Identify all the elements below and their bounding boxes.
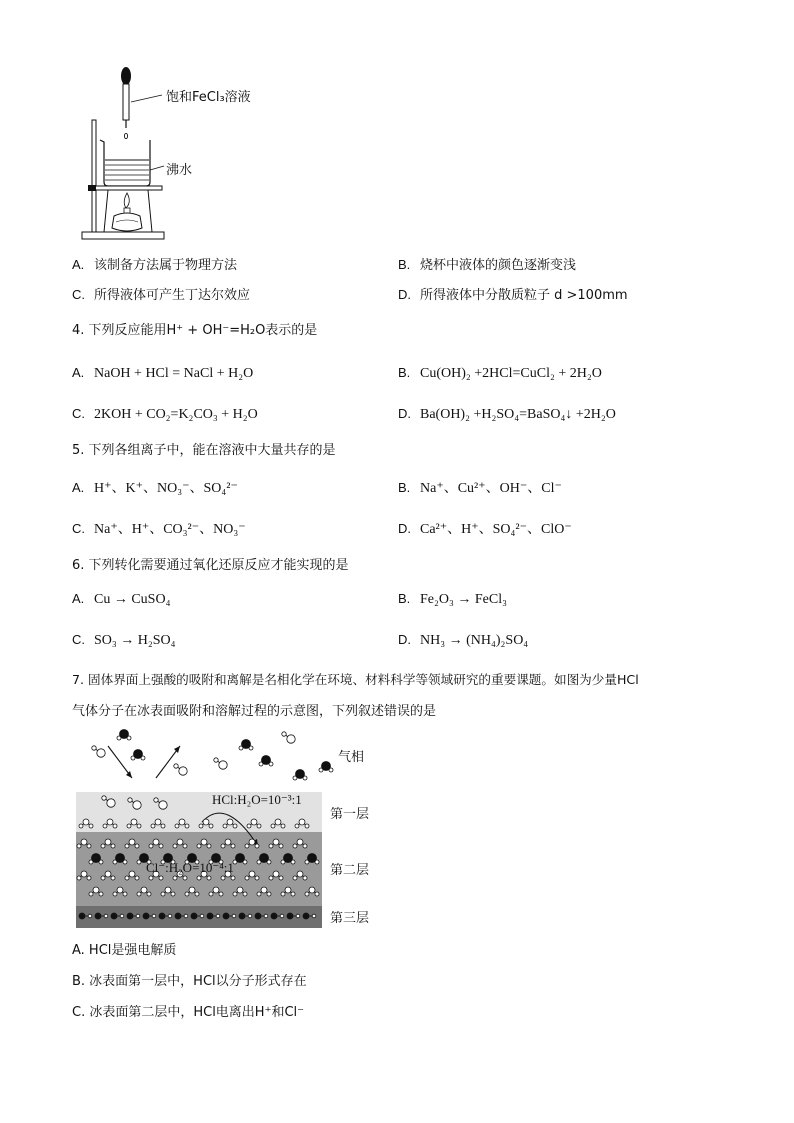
molecule-atom xyxy=(105,839,111,845)
molecule-atom xyxy=(111,913,117,919)
molecule-atom xyxy=(152,914,156,918)
molecule-atom xyxy=(273,839,279,845)
molecule-atom xyxy=(174,764,178,768)
molecule-atom xyxy=(287,913,293,919)
molecule-atom xyxy=(233,892,237,896)
molecule-atom xyxy=(120,730,129,739)
molecule-atom xyxy=(116,854,125,863)
molecule-atom xyxy=(249,839,255,845)
molecule-atom xyxy=(225,839,231,845)
molecule-atom xyxy=(262,756,271,765)
q6-option-b[interactable]: B. Fe₂O₃ → FeCl₃ xyxy=(398,591,507,607)
molecule-atom xyxy=(280,914,284,918)
molecule-atom xyxy=(303,913,309,919)
molecule-atom xyxy=(221,876,225,880)
molecule-atom xyxy=(125,844,129,848)
q3-option-c[interactable]: C. 所得液体可产生丁达尔效应 xyxy=(72,287,251,303)
molecule-atom xyxy=(87,844,91,848)
q5-option-d[interactable]: D. Ca²⁺、H⁺、SO₄²⁻、ClO⁻ xyxy=(398,521,572,537)
molecule-atom xyxy=(103,824,107,828)
molecule-atom xyxy=(305,824,309,828)
molecule-atom xyxy=(281,892,285,896)
molecule-atom xyxy=(209,824,213,828)
molecule-atom xyxy=(255,913,261,919)
molecule-atom xyxy=(201,839,207,845)
molecule-atom xyxy=(273,871,279,877)
molecule-atom xyxy=(257,892,261,896)
molecule-atom xyxy=(95,913,101,919)
beaker xyxy=(100,140,150,186)
molecule-atom xyxy=(151,824,155,828)
molecule-atom xyxy=(79,913,85,919)
label-layer1: 第一层 xyxy=(330,807,370,822)
molecule-atom xyxy=(136,914,140,918)
q3-option-a[interactable]: A. 该制备方法属于物理方法 xyxy=(72,257,238,273)
molecule-atom xyxy=(185,824,189,828)
molecule-atom xyxy=(291,892,295,896)
stand-base xyxy=(82,232,164,239)
molecule-atom xyxy=(245,876,249,880)
molecule-atom xyxy=(104,914,108,918)
molecule-atom xyxy=(231,876,235,880)
molecule-atom xyxy=(89,892,93,896)
molecule-atom xyxy=(297,871,303,877)
molecule-atom xyxy=(242,740,251,749)
molecule-atom xyxy=(282,732,286,736)
molecule-atom xyxy=(149,844,153,848)
molecule-atom xyxy=(179,767,187,775)
molecule-atom xyxy=(236,854,245,863)
molecule-atom xyxy=(77,844,81,848)
molecule-atom xyxy=(243,892,247,896)
molecule-atom xyxy=(267,892,271,896)
molecule-atom xyxy=(309,887,315,893)
molecule-atom xyxy=(199,824,203,828)
molecule-atom xyxy=(207,913,213,919)
molecule-atom xyxy=(107,819,113,825)
molecule-atom xyxy=(271,824,275,828)
molecule-atom xyxy=(154,798,158,802)
molecule-atom xyxy=(93,887,99,893)
molecule-atom xyxy=(209,892,213,896)
molecule-atom xyxy=(123,892,127,896)
molecule-atom xyxy=(87,876,91,880)
q6-option-c[interactable]: C. SO₃ → H₂SO₄ xyxy=(72,632,176,648)
molecule-atom xyxy=(312,914,316,918)
molecule-atom xyxy=(216,914,220,918)
molecule-atom xyxy=(102,796,106,800)
molecule-atom xyxy=(231,844,235,848)
q5-stem: 5. 下列各组离子中，能在溶液中大量共存的是 xyxy=(72,443,336,458)
molecule-atom xyxy=(183,876,187,880)
molecule-atom xyxy=(128,798,132,802)
molecule-atom xyxy=(159,913,165,919)
molecule-atom xyxy=(175,913,181,919)
molecule-atom xyxy=(247,824,251,828)
molecule-atom xyxy=(81,871,87,877)
q7-option-b[interactable]: B. 冰表面第一层中，HCl以分子形式存在 xyxy=(72,974,307,989)
molecule-atom xyxy=(161,824,165,828)
molecule-atom xyxy=(251,819,257,825)
molecule-atom xyxy=(159,801,167,809)
label-gas-phase: 气相 xyxy=(338,750,365,765)
molecule-atom xyxy=(293,876,297,880)
label-fecl3-solution: 饱和FeCl₃溶液 xyxy=(166,90,251,105)
molecule-atom xyxy=(101,844,105,848)
molecule-atom xyxy=(129,839,135,845)
molecule-atom xyxy=(207,844,211,848)
molecule-atom xyxy=(233,824,237,828)
molecule-atom xyxy=(255,844,259,848)
q7-option-a[interactable]: A. HCl是强电解质 xyxy=(72,943,177,958)
molecule-atom xyxy=(79,824,83,828)
ratio-hcl-water: HCl:H₂O=10⁻³:1 xyxy=(212,792,302,807)
molecule-atom xyxy=(195,892,199,896)
molecule-atom xyxy=(203,819,209,825)
molecule-atom xyxy=(257,824,261,828)
molecule-atom xyxy=(159,876,163,880)
molecule-atom xyxy=(200,914,204,918)
molecule-atom xyxy=(315,892,319,896)
molecule-atom xyxy=(173,876,177,880)
molecule-atom xyxy=(135,844,139,848)
molecule-atom xyxy=(245,844,249,848)
molecule-atom xyxy=(214,758,218,762)
molecule-atom xyxy=(260,854,269,863)
stand-rod xyxy=(92,120,96,232)
molecule-atom xyxy=(111,876,115,880)
molecule-atom xyxy=(175,824,179,828)
molecule-atom xyxy=(185,892,189,896)
q5-option-c[interactable]: C. Na⁺、H⁺、CO₃²⁻、NO₃⁻ xyxy=(72,521,246,537)
molecule-atom xyxy=(227,819,233,825)
molecule-atom xyxy=(117,887,123,893)
q4-stem: 4. 下列反应能用H⁺ + OH⁻=H₂O表示的是 xyxy=(72,323,318,338)
molecule-atom xyxy=(107,799,115,807)
molecule-atom xyxy=(223,913,229,919)
molecule-atom xyxy=(165,887,171,893)
molecule-atom xyxy=(297,839,303,845)
flame xyxy=(124,193,129,208)
molecule-atom xyxy=(296,770,305,779)
molecule-atom xyxy=(219,892,223,896)
molecule-atom xyxy=(303,876,307,880)
molecule-atom xyxy=(171,892,175,896)
molecule-atom xyxy=(131,819,137,825)
molecule-atom xyxy=(92,854,101,863)
ice-surface-diagram xyxy=(76,726,376,931)
molecule-atom xyxy=(299,819,305,825)
molecule-atom xyxy=(248,914,252,918)
molecule-atom xyxy=(284,854,293,863)
molecule-atom xyxy=(271,913,277,919)
molecule-atom xyxy=(105,871,111,877)
q7-option-c[interactable]: C. 冰表面第二层中，HCl电离出H⁺和Cl⁻ xyxy=(72,1005,304,1020)
molecule-atom xyxy=(77,876,81,880)
molecule-atom xyxy=(161,892,165,896)
molecule-atom xyxy=(287,735,295,743)
dropper-tube xyxy=(123,84,129,120)
q5-option-b[interactable]: B. Na⁺、Cu²⁺、OH⁻、Cl⁻ xyxy=(398,480,562,496)
molecule-atom xyxy=(279,876,283,880)
q5-option-a[interactable]: A. H⁺、K⁺、NO₃⁻、SO₄²⁻ xyxy=(72,480,238,496)
molecule-atom xyxy=(296,914,300,918)
ratio-cl-water: Cl⁻:H₂O=10⁻⁴:1 xyxy=(146,860,234,875)
q3-option-b[interactable]: B. 烧杯中液体的颜色逐渐变浅 xyxy=(398,257,577,273)
molecule-atom xyxy=(97,749,105,757)
molecule-atom xyxy=(308,854,317,863)
label-layer3: 第三层 xyxy=(330,911,370,926)
molecule-atom xyxy=(173,844,177,848)
molecule-atom xyxy=(281,824,285,828)
molecule-atom xyxy=(127,824,131,828)
molecule-atom xyxy=(155,819,161,825)
molecule-atom xyxy=(219,761,227,769)
molecule-atom xyxy=(88,914,92,918)
molecule-atom xyxy=(92,746,96,750)
molecule-atom xyxy=(153,839,159,845)
molecule-atom xyxy=(147,892,151,896)
molecule-atom xyxy=(322,762,331,771)
molecule-atom xyxy=(125,876,129,880)
molecule-atom xyxy=(239,913,245,919)
molecule-atom xyxy=(149,876,153,880)
molecule-atom xyxy=(127,913,133,919)
molecule-atom xyxy=(113,892,117,896)
molecule-atom xyxy=(143,913,149,919)
molecule-atom xyxy=(269,844,273,848)
q3-option-d[interactable]: D. 所得液体中分散质粒子 d >100mm xyxy=(398,287,628,303)
molecule-atom xyxy=(137,824,141,828)
molecule-atom xyxy=(184,914,188,918)
molecule-atom xyxy=(221,844,225,848)
molecule-atom xyxy=(197,844,201,848)
molecule-atom xyxy=(177,839,183,845)
molecule-atom xyxy=(232,914,236,918)
q4-option-d[interactable]: D. Ba(OH)₂ +H₂SO₄=BaSO₄↓ +2H₂O xyxy=(398,406,616,422)
q4-option-c[interactable]: C. 2KOH + CO₂=K₂CO₃ + H₂O xyxy=(72,406,258,422)
dropper-bulb xyxy=(121,67,131,85)
molecule-atom xyxy=(207,876,211,880)
molecule-atom xyxy=(261,887,267,893)
gauze xyxy=(90,186,162,190)
molecule-atom xyxy=(113,824,117,828)
q6-option-d[interactable]: D. NH₃ → (NH₄)₂SO₄ xyxy=(398,632,529,648)
molecule-atom xyxy=(81,839,87,845)
molecule-atom xyxy=(249,871,255,877)
label-layer2: 第二层 xyxy=(330,863,370,878)
q7-stem-line2: 气体分子在冰表面吸附和溶解过程的示意图，下列叙述错误的是 xyxy=(72,704,437,719)
molecule-atom xyxy=(111,844,115,848)
molecule-atom xyxy=(141,887,147,893)
label-boiling-water: 沸水 xyxy=(166,163,193,178)
molecule-atom xyxy=(293,844,297,848)
molecule-atom xyxy=(223,824,227,828)
molecule-atom xyxy=(275,819,281,825)
molecule-atom xyxy=(168,914,172,918)
molecule-atom xyxy=(83,819,89,825)
molecule-atom xyxy=(303,844,307,848)
q6-option-a[interactable]: A. Cu → CuSO₄ xyxy=(72,591,171,607)
molecule-atom xyxy=(285,887,291,893)
molecule-atom xyxy=(137,892,141,896)
molecule-atom xyxy=(159,844,163,848)
q4-option-b[interactable]: B. Cu(OH)₂ +2HCl=CuCl₂ + 2H₂O xyxy=(398,365,602,381)
molecule-atom xyxy=(179,819,185,825)
molecule-atom xyxy=(101,876,105,880)
ice-surface-drawing xyxy=(76,726,376,931)
molecule-atom xyxy=(295,824,299,828)
q4-option-a[interactable]: A. NaOH + HCl = NaCl + H₂O xyxy=(72,365,254,381)
q6-stem: 6. 下列转化需要通过氧化还原反应才能实现的是 xyxy=(72,558,349,573)
molecule-atom xyxy=(129,871,135,877)
molecule-atom xyxy=(183,844,187,848)
molecule-atom xyxy=(305,892,309,896)
molecule-atom xyxy=(189,887,195,893)
molecule-atom xyxy=(255,876,259,880)
molecule-atom xyxy=(264,914,268,918)
molecule-atom xyxy=(269,876,273,880)
molecule-atom xyxy=(120,914,124,918)
molecule-atom xyxy=(191,913,197,919)
molecule-atom xyxy=(279,844,283,848)
molecule-atom xyxy=(197,876,201,880)
molecule-atom xyxy=(134,750,143,759)
droplet xyxy=(124,133,127,138)
molecule-atom xyxy=(213,887,219,893)
molecule-atom xyxy=(89,824,93,828)
molecule-atom xyxy=(237,887,243,893)
q7-stem-line1: 7. 固体界面上强酸的吸附和离解是名相化学在环境、材料科学等领域研究的重要课题。如图为少量HCl xyxy=(72,672,639,687)
molecule-atom xyxy=(99,892,103,896)
molecule-atom xyxy=(133,801,141,809)
molecule-atom xyxy=(135,876,139,880)
